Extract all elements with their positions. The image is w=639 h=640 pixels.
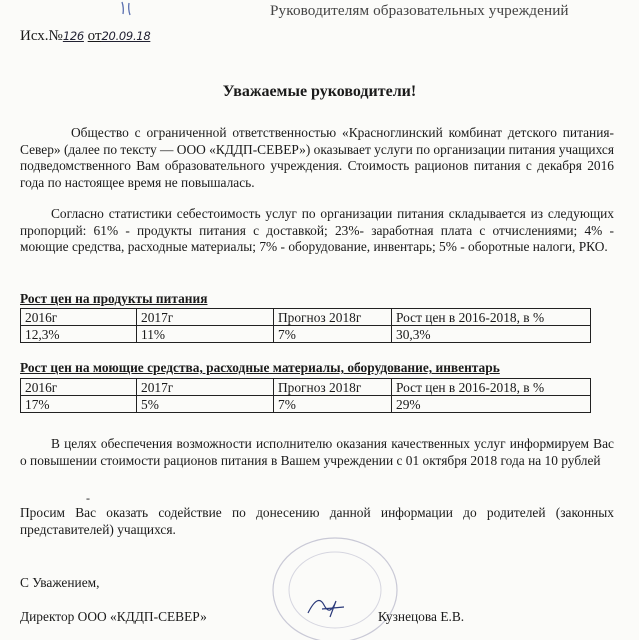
table-cell: 7% xyxy=(274,396,392,413)
table-cell: 2017г xyxy=(137,309,274,326)
recipients-header: Руководителям образовательных учреждений xyxy=(270,2,569,19)
signatory-name: Кузнецова Е.В. xyxy=(378,609,465,624)
table-row xyxy=(21,326,591,343)
table-cell: 7% xyxy=(274,326,392,343)
greeting: Уважаемые руководители! xyxy=(222,83,417,100)
table-cell: 17% xyxy=(21,396,137,413)
signatory-position: Директор ООО «КДДП-СЕВЕР» xyxy=(20,609,207,624)
ref-number: 126 xyxy=(62,29,84,43)
outgoing-reference xyxy=(20,28,150,45)
signature xyxy=(300,583,360,623)
table-row xyxy=(21,396,591,413)
ref-prefix: Исх.№ xyxy=(20,28,63,44)
table-cell: Рост цен в 2016-2018, в % xyxy=(392,309,591,326)
table-row xyxy=(21,379,591,396)
table-cell: 11% xyxy=(137,326,274,343)
ref-date: 20.09.18 xyxy=(101,29,151,43)
table-cell: Прогноз 2018г xyxy=(274,309,392,326)
stray-mark: - xyxy=(86,491,90,505)
handwritten-mark xyxy=(118,0,138,22)
table-cell: Прогноз 2018г xyxy=(274,379,392,396)
ref-from: от xyxy=(87,28,102,44)
food-price-table xyxy=(20,308,591,343)
table-cell: Рост цен в 2016-2018, в % xyxy=(392,379,591,396)
table2-title: Рост цен на моющие средства, расходные материалы, оборудование, инвентарь xyxy=(20,360,500,375)
paragraph-request: Просим Вас оказать содействие по донесению данной информации до родителей (законных представителей) учащихся. xyxy=(20,505,614,537)
table1-title: Рост цен на продукты питания xyxy=(20,291,208,306)
table-cell: 12,3% xyxy=(21,326,137,343)
table-cell: 2016г xyxy=(21,309,137,326)
table-cell: 2016г xyxy=(21,379,137,396)
paragraph-price-increase: В целях обеспечения возможности исполнителю оказания качественных услуг информируем Вас о повышении стоимости рационов питания в Вашем учреждении с 01 октября 2018 года на 10 рублей xyxy=(20,436,614,468)
table-cell: 5% xyxy=(137,396,274,413)
closing-salutation: С Уважением, xyxy=(20,575,100,590)
table-row xyxy=(21,309,591,326)
paragraph-cost-structure: Согласно статистики себестоимость услуг по организации питания складывается из следующих пропорций: 61% - продукты питания с доставкой; 23%- заработная плата с отчислениями; 4% - моющие средства, расходные материалы; 7% - оборудование, инвентарь; 5% - оборотные налоги, РКО. xyxy=(20,206,614,255)
paragraph-intro: Общество с ограниченной ответственностью «Красноглинский комбинат детского питания-Север» (далее по тексту — ООО «КДДП-СЕВЕР») оказывает услуги по организации питания учащихся подведомственного Вам образовательного учреждения. Стоимость рационов питания с декабря 2016 года по настоящее время не повышалась. xyxy=(20,125,614,190)
table-cell: 30,3% xyxy=(392,326,591,343)
table-cell: 29% xyxy=(392,396,591,413)
table-cell: 2017г xyxy=(137,379,274,396)
supplies-price-table xyxy=(20,378,591,413)
